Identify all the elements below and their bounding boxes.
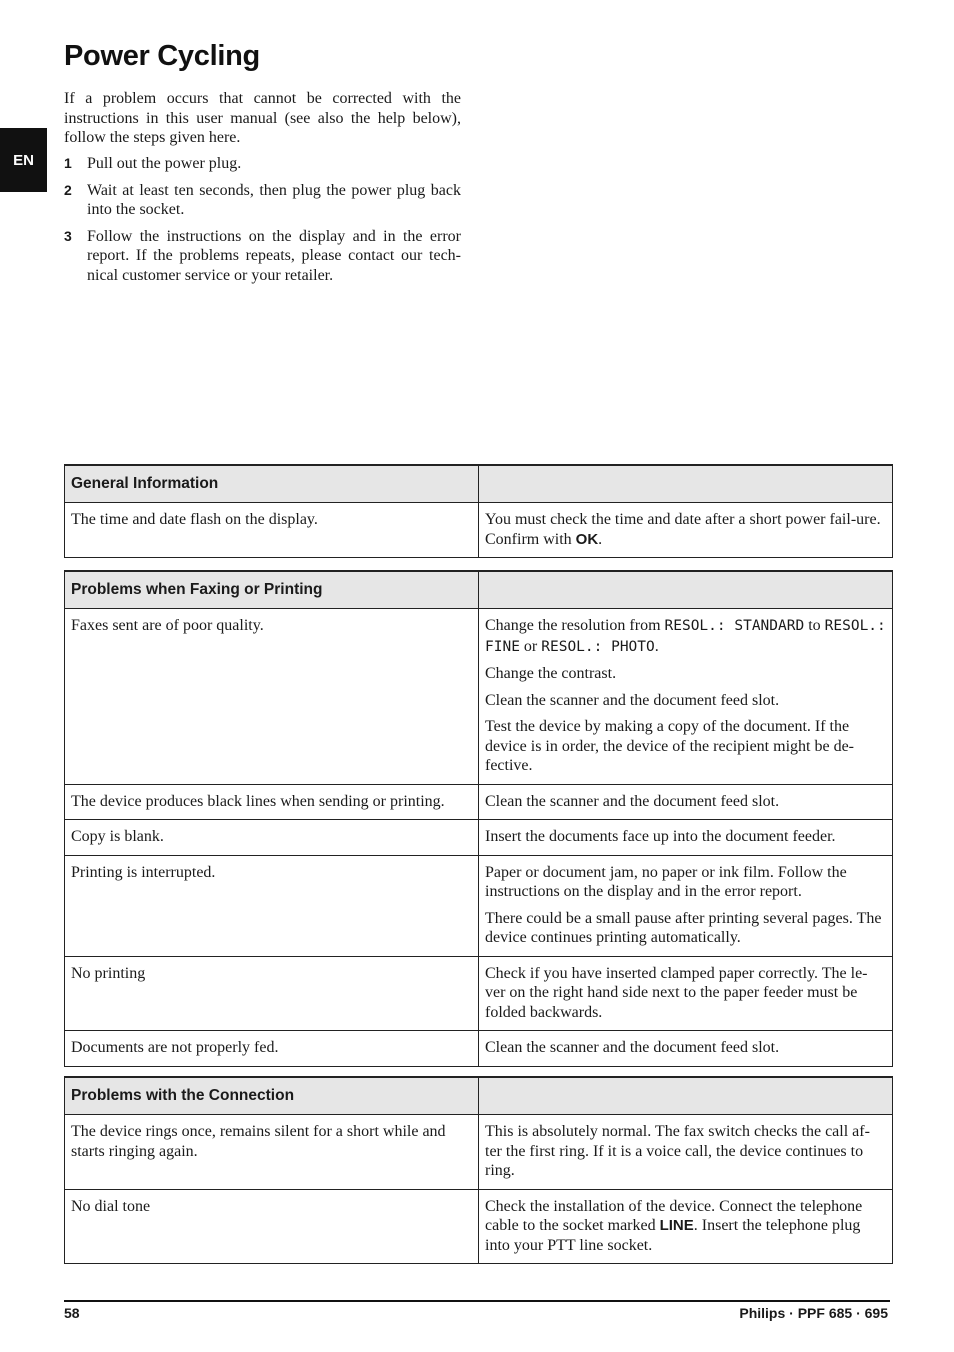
general-information-table (64, 464, 893, 558)
problem-cell: Faxes sent are of poor quality. (65, 609, 479, 785)
step-text: Pull out the power plug. (87, 155, 242, 172)
table-heading-empty (479, 571, 893, 609)
page-footer (64, 1305, 888, 1321)
table-heading: Problems when Faxing or Printing (65, 571, 479, 609)
footer-rule (64, 1300, 890, 1302)
solution-cell (479, 1189, 893, 1264)
solution-text: . (598, 530, 603, 548)
step-text: Wait at least ten seconds, then plug the power plug back into the socket. (87, 181, 461, 218)
table-row (65, 956, 893, 1031)
problem-cell: Printing is interrupted. (65, 855, 479, 956)
steps-list (64, 154, 461, 292)
solution-paragraph (485, 616, 886, 657)
table-row (65, 820, 893, 856)
faxing-printing-table (64, 570, 893, 1067)
table-heading: Problems with the Connection (65, 1077, 479, 1115)
solution-cell (479, 503, 893, 558)
table-row (65, 1031, 893, 1067)
display-text-photo: RESOL.: PHOTO (541, 638, 655, 655)
table-row (65, 855, 893, 956)
table-row (65, 1189, 893, 1264)
solution-paragraph: Test the device by making a copy of the document. If the device is in order, the device of the recipient might be de-fective. (485, 718, 854, 774)
problem-cell: No dial tone (65, 1189, 479, 1264)
problem-cell: The time and date flash on the display. (65, 503, 479, 558)
step-text: Follow the instructions on the display and in the error report. If the problems repeats, please contact our tech-nical customer service or your retailer. (87, 227, 461, 284)
solution-text: Check the installation of the device. Connect the telephone cable to the socket marked (485, 1197, 863, 1234)
solution-text: . (654, 637, 659, 655)
solution-text: to (804, 617, 825, 634)
table-row (65, 609, 893, 785)
connection-table (64, 1076, 893, 1264)
ok-key-label: OK (575, 530, 599, 548)
problem-cell: The device rings once, remains silent for a short while and starts ringing again. (65, 1115, 479, 1190)
intro-paragraph: If a problem occurs that cannot be corrected with the instructions in this user manual (see also the help below), follow the steps given here. (64, 90, 461, 146)
solution-cell (479, 609, 893, 785)
page-title: Power Cycling (64, 40, 260, 72)
solution-cell: Insert the documents face up into the document feeder. (479, 820, 893, 856)
step-item (64, 154, 461, 174)
table-row (65, 784, 893, 820)
language-label: EN (13, 151, 34, 169)
table-row (65, 1115, 893, 1190)
solution-paragraph: Change the contrast. (485, 665, 617, 682)
problem-cell: Copy is blank. (65, 820, 479, 856)
step-number: 1 (64, 155, 72, 171)
table-heading-empty (479, 1077, 893, 1115)
solution-paragraph: Paper or document jam, no paper or ink film. Follow the instructions on the display and in the error report. (485, 863, 847, 900)
problem-cell: The device produces black lines when sending or printing. (65, 784, 479, 820)
step-item (64, 227, 461, 286)
table-heading: General Information (65, 465, 479, 503)
solution-cell (479, 855, 893, 956)
step-number: 3 (64, 227, 72, 244)
page-number: 58 (64, 1305, 80, 1321)
solution-cell: Clean the scanner and the document feed slot. (479, 1031, 893, 1067)
solution-paragraph: There could be a small pause after printing several pages. The device continues printing automatically. (485, 909, 882, 946)
solution-paragraph: Clean the scanner and the document feed slot. (485, 691, 780, 709)
line-key-label: LINE (659, 1217, 694, 1234)
table-row (65, 503, 893, 558)
solution-text: Change the resolution from (485, 617, 665, 634)
solution-cell: This is absolutely normal. The fax switch checks the call af-ter the first ring. If it is a voice call, the device continues to ring. (479, 1115, 893, 1190)
table-heading-empty (479, 465, 893, 503)
solution-cell: Check if you have inserted clamped paper correctly. The le-ver on the right hand side next to the paper feeder must be folded backwards. (479, 956, 893, 1031)
problem-cell: Documents are not properly fed. (65, 1031, 479, 1067)
step-item (64, 181, 461, 220)
solution-text: . Insert the telephone plug into your PTT line socket. (485, 1217, 861, 1254)
product-name: Philips · PPF 685 · 695 (739, 1305, 888, 1321)
solution-cell: Clean the scanner and the document feed slot. (479, 784, 893, 820)
step-number: 2 (64, 181, 72, 198)
solution-text: or (519, 637, 542, 655)
language-tab (0, 128, 47, 192)
problem-cell: No printing (65, 956, 479, 1031)
display-text-standard: RESOL.: STANDARD (664, 618, 805, 634)
solution-text: You must check the time and date after a short power fail-ure. Confirm with (485, 511, 881, 548)
display-text-fine: RESOL.: FINE (485, 618, 886, 655)
